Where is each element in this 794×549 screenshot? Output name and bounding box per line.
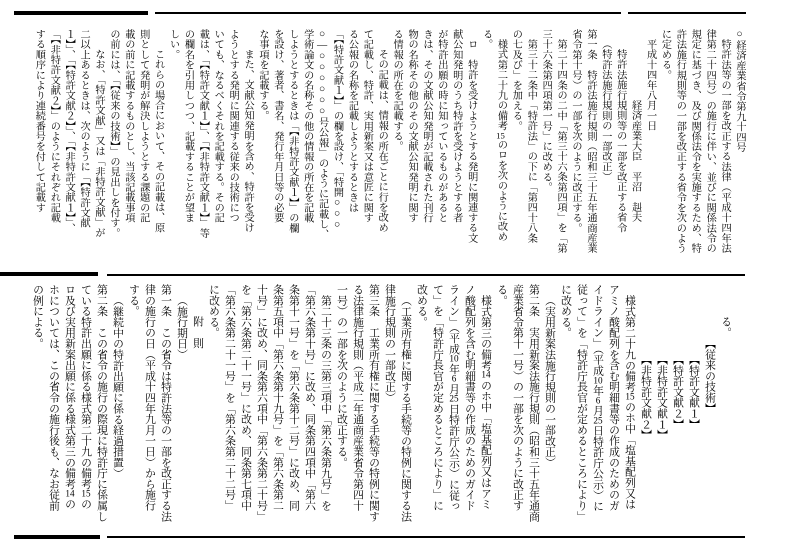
text-column: なお、「特許文献」又は「非特許文献」が	[93, 49, 105, 239]
text-column: （継続中の特許出願に係る経過措置）	[112, 294, 124, 479]
tatechuyoko-number: 25	[449, 394, 459, 404]
text-column: ○―○○○○○○号公報」のように記載し、	[316, 29, 328, 240]
text-column: 則として発明が解決しようとする課題の記	[137, 29, 149, 223]
tatechuyoko-number: 6	[451, 374, 457, 384]
text-column: て」を「特許庁長官が定めるところにより」に	[432, 284, 444, 511]
text-column: ○経済産業省令第九十四号	[734, 29, 745, 153]
text-column: 規定に基づき、及び関係法令を実施するため、特	[689, 29, 701, 254]
text-column: 二以上あるときは、次のように「【特許文献	[78, 29, 90, 228]
text-column: 「【非特許文献２】」のようにそれぞれ記載	[48, 29, 60, 223]
top-rule-thin-segment-left	[155, 12, 621, 14]
text-column: 条第五項中「第六条第十九号」を「第六条第二	[272, 284, 284, 511]
text-column: いても、なるべくそれを記載する。その記	[212, 29, 224, 223]
gazette-upper-band-text	[31, 29, 746, 264]
text-column: 【特許文献２】	[672, 354, 684, 430]
text-column: ノ酸配列を含む明細書等の作成のためのガイド	[464, 284, 476, 511]
text-column: の欄名を引用しつつ、記載することが望ま	[182, 29, 194, 223]
bottom-rule-thin-segment	[107, 536, 745, 538]
text-column: イドライン」（平成10年6月25日特許庁公示）に	[592, 284, 604, 512]
text-column: する。	[128, 284, 140, 317]
text-column: 第二条 この省令の施行の際現に特許庁に係属し	[96, 284, 108, 522]
text-column: 学術論文の名称その他の情報の所在を記載	[301, 29, 313, 223]
text-column: が特許出願の時に知っているものがあると	[435, 29, 447, 223]
text-column: に改める。	[208, 284, 220, 338]
text-column: に定める。	[659, 29, 671, 80]
text-column: 省令第十号）の一部を次のように改正する。	[570, 29, 582, 233]
text-column: を「第六条第二十一号」に改め、同条第七項中	[240, 284, 252, 511]
text-column: 【非特許文献１】	[656, 354, 668, 441]
text-column: 様式第二十九の備考15のロを次のように改め	[495, 39, 507, 242]
text-column: な事項を記載する。	[257, 29, 268, 121]
text-column: 第三条 工業所有権に関する手続等の特例に関す	[368, 284, 380, 522]
text-column: 第一条 特許法施行規則（昭和三十五年通商産業	[584, 29, 596, 254]
text-column: 律の施行の日（平成十四年九月一日）から施行	[144, 284, 156, 511]
text-column: 条第十一号」を「第六条第十二号」に改め、同	[288, 284, 300, 511]
tatechuyoko-number: 25	[593, 415, 603, 425]
text-column: また、文献公知発明を含め、特許を受け	[242, 49, 254, 233]
text-column: 献公知発明のうち特許を受けようとする者	[450, 29, 462, 223]
text-column: 第二条 実用新案法施行規則（昭和三十五年通商	[528, 284, 540, 522]
text-column: 【従来の技術】	[704, 338, 716, 414]
text-column: ロ及び実用新案出願に係る様式第三の備考14の	[64, 284, 76, 510]
text-column: 附 則	[192, 316, 204, 349]
text-column: る。	[480, 29, 492, 50]
text-column: 第二十三条の三第三項中「第六条第九号」を	[320, 294, 332, 511]
text-column: 従って」を「特許庁長官が定めるところにより」	[576, 284, 588, 522]
text-column: 「【特許文献１】」の欄を設け、「特開○○○	[331, 29, 343, 231]
text-column: 様式第三の備考14のホ中「塩基配列又はアミ	[480, 294, 492, 510]
text-column: を設け、著者、書名、発行年月日等の必要	[271, 29, 283, 223]
text-column: 許法施行規則等の一部を改正する省令を次のよう	[674, 29, 686, 254]
text-column: て記載し、特許、実用新案又は意匠に関す	[361, 29, 373, 223]
text-column: （特許法施行規則の一部改正）	[599, 39, 611, 182]
text-column: 第一条 この省令は特許法等の一部を改正する法	[160, 284, 172, 522]
text-column: 律第二十四号）の施行に伴い、並びに関係法令の	[704, 29, 716, 254]
tatechuyoko-number: 15	[496, 131, 505, 140]
text-column: 「第六条第二十一号」を「第六条第二十二号」	[224, 284, 236, 511]
text-column: 第三十二条中「特許法」の下に「第四十八条	[525, 39, 537, 244]
text-column: の七及び」を加える。	[510, 29, 522, 131]
text-column: 特許法施行規則等の一部を改正する省令	[614, 49, 626, 233]
text-column: 様式第二十九の備考15のホ中「塩基配列又は	[624, 294, 636, 510]
text-column: アミノ酸配列を含む明細書等の作成のためのガ	[608, 284, 620, 511]
text-column: （工業所有権に関する手続等の特例に関する法	[400, 294, 412, 522]
text-column: 一号）の一部を次のように改正する。	[336, 284, 348, 468]
text-column: ホについては、この省令の施行後も、なお従前	[48, 284, 60, 511]
bottom-rule-thick-segment	[14, 535, 100, 539]
text-column: ている特許出願に係る様式第二十九の備考15の	[80, 284, 92, 510]
tatechuyoko-number: 14	[65, 489, 75, 499]
text-column: 第二十四条の二中「第三十六条第四項」を「第	[555, 39, 567, 254]
tatechuyoko-number: 6	[595, 395, 601, 405]
text-column: ようとする発明に関連する従来の技術につ	[227, 29, 239, 223]
text-column: 三十六条第四項第一号」に改める。	[540, 29, 552, 193]
middle-rule-thin-segment	[107, 274, 745, 276]
text-column: しい。	[167, 29, 179, 60]
text-column: きは、その文献公知発明が記載された刊行	[420, 29, 432, 223]
text-column: 【特許文献１】	[688, 354, 700, 430]
text-column: の例による。	[32, 284, 44, 349]
text-column: 産業省令第十一号）の一部を次のように改正す	[512, 284, 524, 511]
text-column: １】」、「【特許文献２】」、「【非特許文献１】」、	[63, 29, 75, 234]
text-column: 経済産業大臣 平沼 赳夫	[629, 100, 641, 223]
text-column: 物の名称その他のその文献公知発明に関す	[406, 29, 418, 223]
text-column: 平成十四年八月一日	[644, 39, 656, 131]
tatechuyoko-number: 10	[449, 354, 459, 364]
text-column: る情報の所在を記載する。	[391, 29, 403, 152]
text-column: 律施行規則の一部改正）	[384, 284, 396, 403]
text-column: する順序により連続番号を付して記載す	[33, 29, 45, 213]
text-column: （施行期日）	[176, 294, 188, 360]
top-rule-thin-segment-right	[628, 12, 746, 14]
middle-rule-thick-segment	[0, 272, 98, 276]
text-column: 十号」に改め、同条第六項中「第六条第二十号」	[256, 284, 268, 522]
text-column: （実用新案法施行規則の一部改正）	[544, 294, 556, 468]
text-column: 改める。	[416, 284, 428, 328]
text-column: る。	[496, 284, 508, 306]
text-column: 「第六条第十号」に改め、同条第四項中「第六	[304, 284, 316, 511]
text-column: る公報の名称を記載しようとするときは	[346, 29, 358, 213]
text-column: 特許法等の一部を改正する法律（平成十四年法	[719, 39, 731, 254]
tatechuyoko-number: 14	[481, 370, 491, 380]
text-column: 載の前に記載するものとし、当該記載事項	[122, 29, 134, 223]
text-column: ロ 特許を受けようとする発明に関連する文	[465, 39, 477, 244]
tatechuyoko-number: 15	[625, 392, 635, 402]
text-column: その記載は、情報の所在ごとに行を改め	[376, 49, 388, 233]
text-column: に改める。	[560, 284, 572, 338]
text-column: しようとするときは「【非特許文献１】」の欄	[286, 29, 298, 233]
text-column: 【非特許文献２】	[640, 354, 652, 441]
text-column: これらの場合において、その記載は、原	[152, 49, 164, 233]
text-column: の前には、「【従来の技術】」の見出しを付す。	[107, 29, 119, 239]
top-rule-thick-segment	[14, 11, 148, 15]
text-column: ライン」（平成10年6月25日特許庁公示）に従っ	[448, 284, 460, 512]
text-column: る。	[720, 316, 732, 338]
text-column: 載は、「【特許文献１】」、「【非特許文献１】」等	[197, 29, 209, 239]
text-column: る法律施行規則（平成二年通商産業省令第四十	[352, 284, 364, 511]
gazette-lower-band-text	[28, 284, 734, 534]
tatechuyoko-number: 10	[593, 375, 603, 385]
tatechuyoko-number: 15	[81, 489, 91, 499]
